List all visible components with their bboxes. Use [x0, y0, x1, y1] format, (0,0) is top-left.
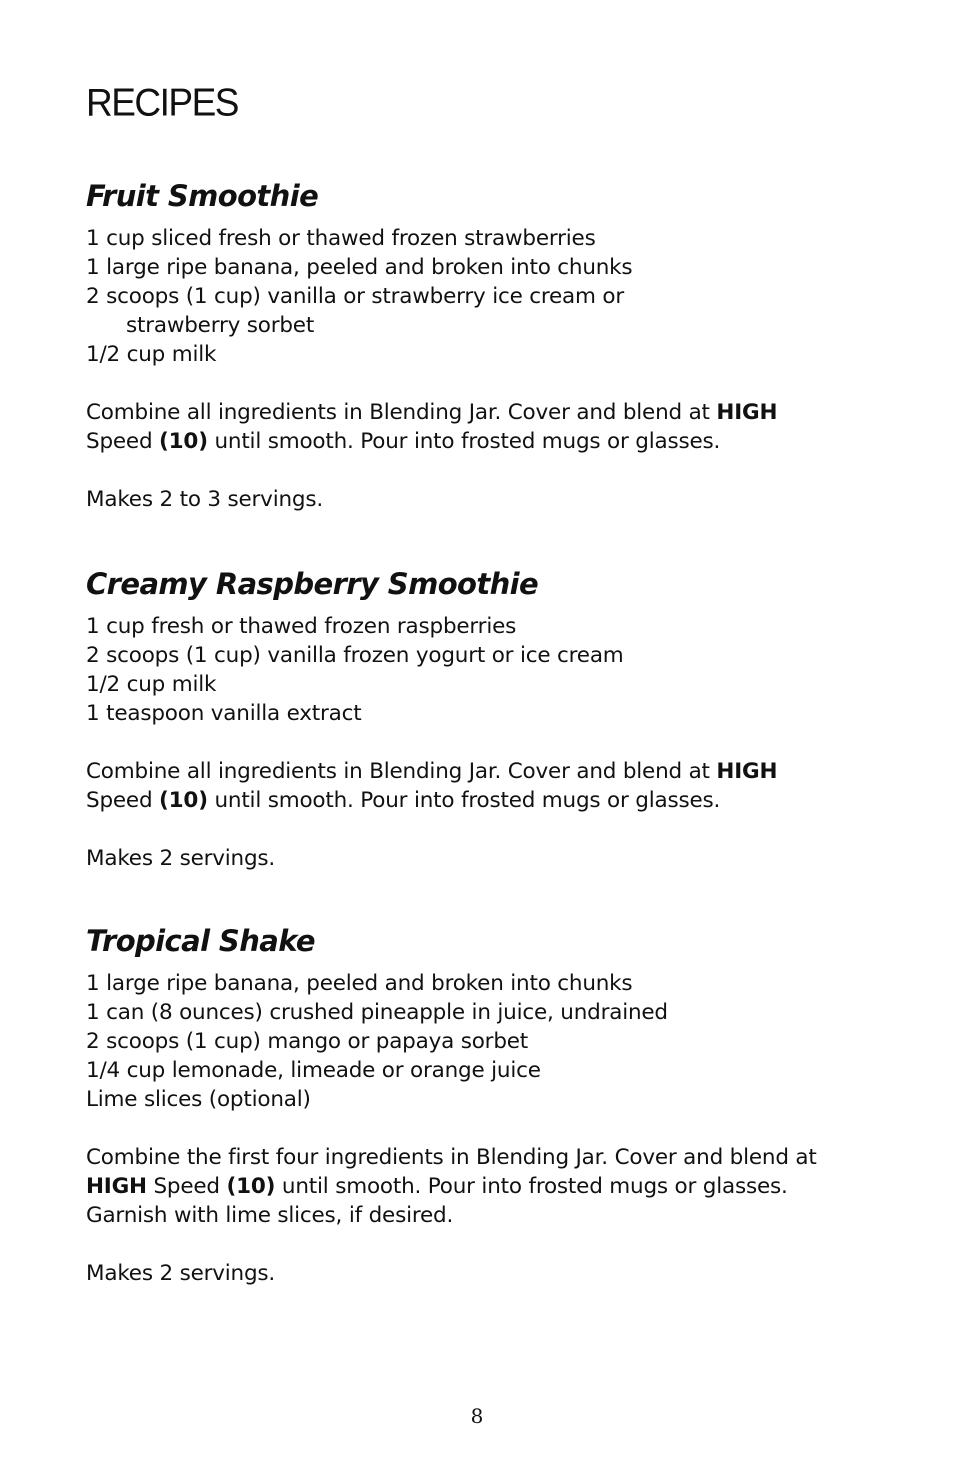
recipe-yield: Makes 2 to 3 servings. — [86, 487, 323, 512]
recipe-directions — [86, 1143, 866, 1230]
directions-text: until smooth. Pour into frosted mugs or glasses. — [207, 788, 721, 813]
ingredient-item: 2 scoops (1 cup) vanilla or strawberry ice cream or — [86, 284, 625, 309]
directions-text: Combine all ingredients in Blending Jar. Cover and blend at — [86, 400, 717, 425]
ingredient-list — [86, 612, 886, 728]
ingredient-item: 1 can (8 ounces) crushed pineapple in juice, undrained — [86, 1000, 668, 1025]
ingredient-item: 1 large ripe banana, peeled and broken into chunks — [86, 971, 633, 996]
recipe-fruit-smoothie — [86, 178, 886, 514]
ingredient-item: 1/2 cup milk — [86, 342, 217, 367]
directions-text: Speed — [146, 1174, 227, 1199]
recipe-title: Fruit Smoothie — [86, 179, 319, 213]
ingredient-item-continuation: strawberry sorbet — [126, 313, 315, 338]
speed-label: HIGH — [716, 400, 778, 425]
ingredient-item: 1 large ripe banana, peeled and broken into chunks — [86, 255, 633, 280]
ingredient-item: 1 cup sliced fresh or thawed frozen strawberries — [86, 226, 596, 251]
recipe-directions — [86, 398, 886, 456]
speed-setting: (10) — [226, 1174, 276, 1199]
recipe-title: Tropical Shake — [86, 924, 315, 958]
recipe-yield: Makes 2 servings. — [86, 1261, 276, 1286]
ingredient-item: 2 scoops (1 cup) vanilla frozen yogurt or ice cream — [86, 643, 624, 668]
speed-label: HIGH — [716, 759, 778, 784]
ingredient-item: 1 teaspoon vanilla extract — [86, 701, 362, 726]
section-title: RECIPES — [86, 81, 238, 125]
ingredient-item: 1 cup fresh or thawed frozen raspberries — [86, 614, 517, 639]
ingredient-list — [86, 969, 886, 1114]
directions-text: until smooth. Pour into frosted mugs or glasses. — [207, 429, 721, 454]
directions-text: Speed — [86, 788, 160, 813]
page-number: 8 — [470, 1404, 484, 1428]
ingredient-item: 2 scoops (1 cup) mango or papaya sorbet — [86, 1029, 529, 1054]
ingredient-item: 1/4 cup lemonade, limeade or orange juice — [86, 1058, 541, 1083]
speed-label: HIGH — [86, 1174, 147, 1199]
recipe-title: Creamy Raspberry Smoothie — [86, 567, 539, 601]
recipe-yield: Makes 2 servings. — [86, 846, 276, 871]
speed-setting: (10) — [159, 429, 208, 454]
recipe-tropical-shake — [86, 923, 886, 1288]
directions-text: Combine all ingredients in Blending Jar. Cover and blend at — [86, 759, 717, 784]
directions-text: Speed — [86, 429, 160, 454]
speed-setting: (10) — [159, 788, 208, 813]
ingredient-item: Lime slices (optional) — [86, 1087, 311, 1112]
directions-text: until smooth. Pour into frosted mugs or glasses. Garnish with lime slices, if desired. — [86, 1174, 788, 1228]
recipe-creamy-raspberry-smoothie — [86, 566, 886, 873]
directions-text: Combine the first four ingredients in Blending Jar. Cover and blend at — [86, 1145, 817, 1170]
recipe-directions — [86, 757, 886, 815]
ingredient-item: 1/2 cup milk — [86, 672, 217, 697]
ingredient-list — [86, 224, 886, 369]
